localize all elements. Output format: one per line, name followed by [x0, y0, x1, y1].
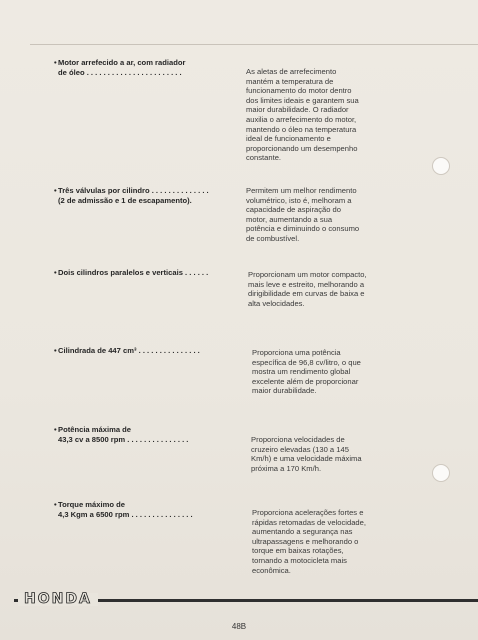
- feature-description-line: mais leve e estreito, melhorando a: [248, 279, 365, 289]
- bullet-icon: •: [54, 346, 57, 355]
- feature-description-line: Km/h) e uma velocidade máxima: [251, 454, 362, 464]
- feature-description-line: motor, aumentando a sua: [246, 214, 333, 224]
- feature-description: [252, 348, 412, 396]
- feature-title: [54, 346, 238, 356]
- feature-title: [54, 186, 238, 206]
- bullet-icon: •: [54, 268, 57, 277]
- top-rule: [30, 44, 478, 45]
- feature-description-line: volumétrico, isto é, melhoram a: [246, 195, 352, 205]
- feature-title-line: 43,3 cv a 8500 rpm . . . . . . . . . . . . . . .: [58, 435, 189, 444]
- feature-description-line: constante.: [246, 153, 282, 163]
- feature-description-line: cruzeiro elevadas (130 a 145: [251, 444, 349, 454]
- feature-title-line: de óleo . . . . . . . . . . . . . . . . . . . . . . .: [58, 68, 182, 77]
- feature-description-line: alta velocidades.: [248, 298, 305, 308]
- feature-description-line: mantém a temperatura de: [246, 76, 334, 86]
- feature-description-line: tornando a motocicleta mais: [252, 555, 347, 565]
- feature-title-line: Cilindrada de 447 cm³ . . . . . . . . . . . . . . .: [58, 346, 200, 355]
- feature-description: [251, 435, 411, 473]
- honda-logo: HONDA: [18, 593, 98, 606]
- feature-description-line: maior durabilidade.: [252, 386, 317, 396]
- feature-description-line: Proporcionam um motor compacto,: [248, 270, 367, 279]
- feature-description-line: econômica.: [252, 565, 291, 575]
- feature-description: [248, 270, 408, 308]
- feature-title: [54, 425, 238, 445]
- bullet-icon: •: [54, 425, 57, 434]
- feature-description-line: de combustível.: [246, 233, 300, 243]
- feature-description-line: dos limites ideais e garantem sua: [246, 95, 359, 105]
- feature-title: [54, 268, 238, 278]
- feature-description-line: torque em baixas rotações,: [252, 546, 344, 556]
- feature-description-line: dirigibilidade em curvas de baixa e: [248, 289, 365, 299]
- bullet-icon: •: [54, 500, 57, 509]
- feature-description-line: ideal de funcionamento e: [246, 134, 331, 144]
- feature-description: [246, 186, 406, 244]
- feature-description: [246, 67, 406, 163]
- feature-description-line: As aletas de arrefecimento: [246, 67, 337, 76]
- feature-title-line: Motor arrefecido a ar, com radiador: [58, 58, 186, 67]
- feature-description: [252, 508, 412, 575]
- feature-description-line: mostra um rendimento global: [252, 367, 351, 377]
- feature-title: [54, 58, 238, 78]
- bullet-icon: •: [54, 58, 57, 67]
- page-number: 48B: [231, 622, 247, 631]
- feature-description-line: Proporciona uma potência: [252, 348, 341, 357]
- feature-title: [54, 500, 238, 520]
- feature-title-line: (2 de admissão e 1 de escapamento).: [58, 196, 192, 205]
- feature-description-line: próxima a 170 Km/h.: [251, 463, 322, 473]
- feature-description-line: ultrapassagens e melhorando o: [252, 536, 359, 546]
- feature-description-line: excelente além de proporcionar: [252, 376, 359, 386]
- feature-description-line: Proporciona acelerações fortes e: [252, 508, 364, 517]
- feature-description-line: proporcionando um desempenho: [246, 143, 358, 153]
- binder-hole-lower: [432, 464, 450, 482]
- feature-description-line: capacidade de aspiração do: [246, 205, 341, 215]
- feature-description-line: maior durabilidade. O radiador: [246, 105, 349, 115]
- feature-description-line: auxilia o arrefecimento do motor,: [246, 114, 357, 124]
- bullet-icon: •: [54, 186, 57, 195]
- feature-description-line: aumentando a segurança nas: [252, 527, 353, 537]
- feature-description-line: específica de 96,8 cv/litro, o que: [252, 357, 361, 367]
- feature-description-line: Proporciona velocidades de: [251, 435, 345, 444]
- feature-description-line: Permitem um melhor rendimento: [246, 186, 357, 195]
- feature-title-line: Três válvulas por cilindro . . . . . . . . . . . . . .: [58, 186, 209, 195]
- feature-title-line: Potência máxima de: [58, 425, 132, 434]
- feature-description-line: potência e diminuindo o consumo: [246, 224, 360, 234]
- feature-title-line: Dois cilindros paralelos e verticais . . . . . .: [58, 268, 209, 277]
- feature-title-line: 4,3 Kgm a 6500 rpm . . . . . . . . . . . . . . .: [58, 510, 193, 519]
- binder-hole-upper: [432, 157, 450, 175]
- feature-description-line: mantendo o óleo na temperatura: [246, 124, 357, 134]
- feature-title-line: Torque máximo de: [58, 500, 125, 509]
- feature-description-line: funcionamento do motor dentro: [246, 86, 352, 96]
- feature-description-line: rápidas retomadas de velocidade,: [252, 517, 366, 527]
